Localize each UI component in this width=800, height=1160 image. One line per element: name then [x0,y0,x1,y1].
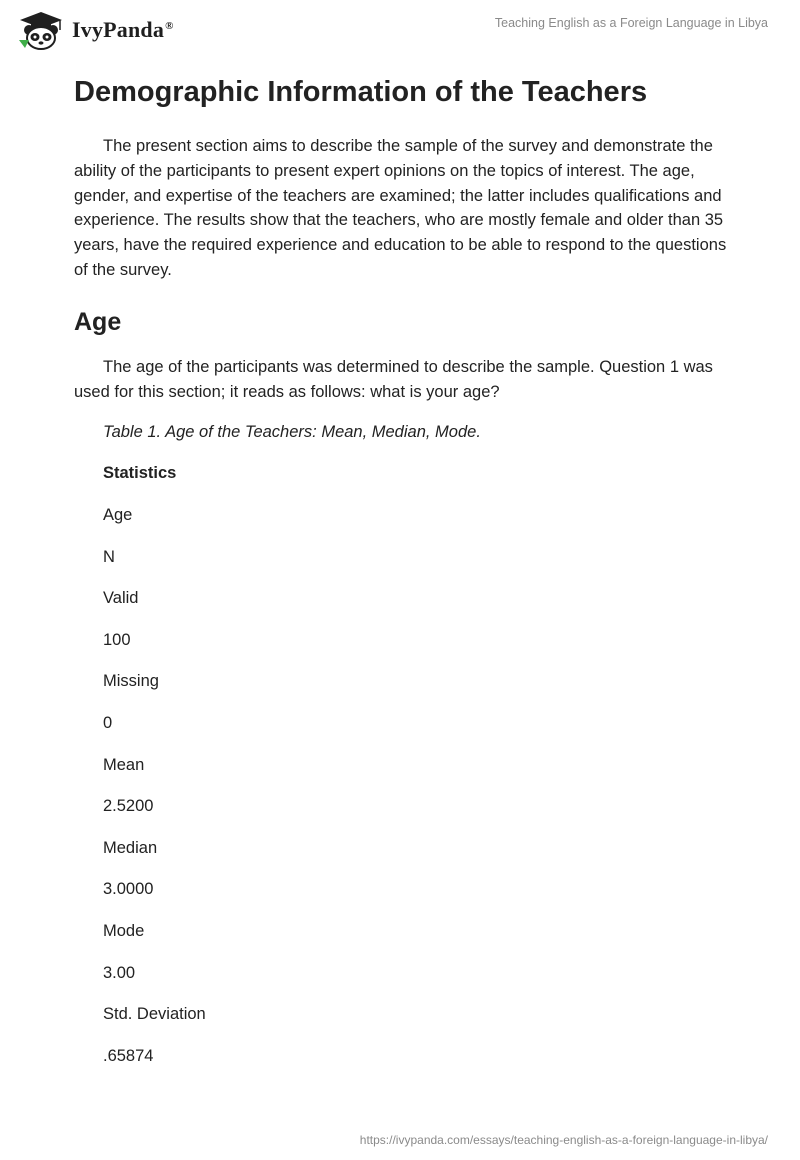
intro-paragraph: The present section aims to describe the sample of the survey and demonstrate the ability of the participants to present expert opinions on the topics of interest. The age, gender, and expertise of the teachers are examined; the latter includes qualifications and experience. The results show that the teachers, who are mostly female and older than 35 years, have the required experience and education to be able to respond to the questions of the survey. [74,137,727,279]
logo-wordmark: IvyPanda® [72,17,174,42]
document-title: Teaching English as a Foreign Language in Libya [494,16,768,30]
table-cell: 100 [103,630,131,649]
table-caption: Table 1. Age of the Teachers: Mean, Median, Mode. [103,423,481,442]
table-cell: Missing [103,672,159,691]
table-cell: 3.0000 [103,880,154,899]
statistics-table [103,461,734,1067]
table-header: Statistics [103,464,177,483]
table-cell: 3.00 [103,963,136,982]
footer-url[interactable]: https://ivypanda.com/essays/teaching-english-as-a-foreign-language-in-libya/ [359,1133,768,1147]
panda-graduate-icon [16,10,66,50]
page-title: Demographic Information of the Teachers [74,76,648,108]
table-cell: N [103,547,115,566]
article-content [74,72,734,1085]
table-cell: 2.5200 [103,797,154,816]
table-cell: .65874 [103,1046,154,1065]
table-cell: 0 [103,713,113,732]
table-cell: Mode [103,921,145,940]
table-cell: Valid [103,589,139,608]
ivypanda-logo[interactable] [16,10,174,50]
section-heading-age: Age [74,307,122,336]
table-cell: Mean [103,755,145,774]
table-cell: Std. Deviation [103,1005,206,1024]
table-cell: Median [103,838,158,857]
age-paragraph: The age of the participants was determined to describe the sample. Question 1 was used for this section; it reads as follows: what is your age? [74,357,713,401]
table-cell: Age [103,505,133,524]
